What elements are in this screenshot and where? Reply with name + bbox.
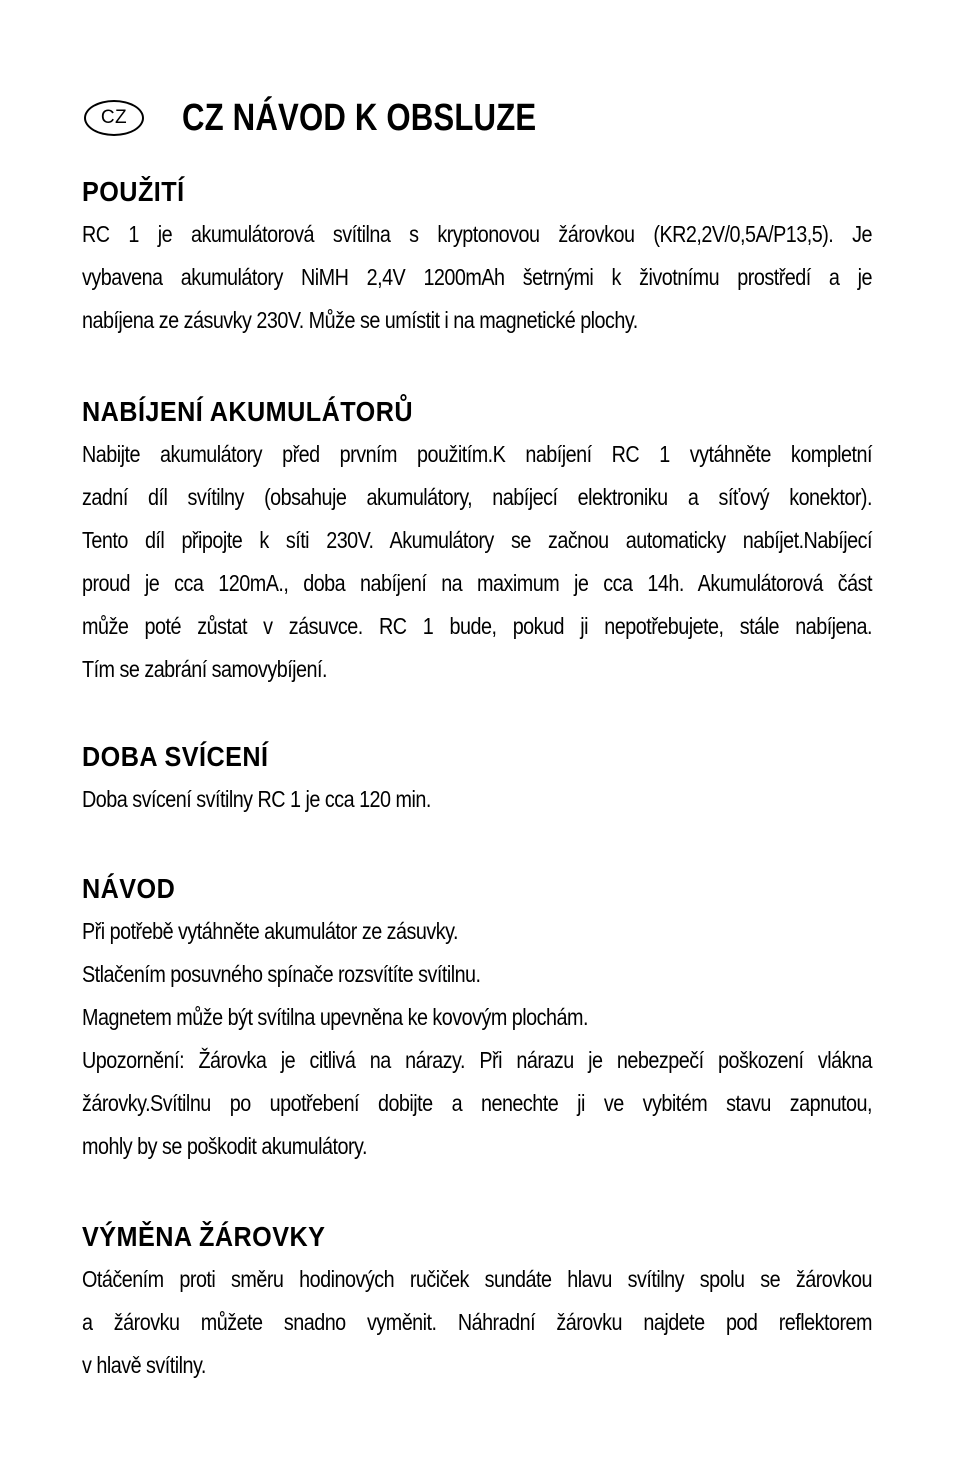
section-doba-sviceni [82, 740, 872, 821]
text-line: Otáčením proti směru hodinových ručiček sundáte hlavu svítilny spolu se žárovkou [82, 1266, 872, 1292]
text-line: v hlavě svítilny. [82, 1352, 206, 1378]
text-line: Tento díl připojte k síti 230V. Akumulátory se začnou automaticky nabíjet.Nabíjecí [82, 527, 872, 553]
text-line: Při potřebě vytáhněte akumulátor ze zásuvky. [82, 918, 459, 944]
section-navod [82, 872, 872, 1168]
section-body [82, 213, 872, 342]
section-pouziti [82, 175, 872, 342]
section-heading: NABÍJENÍ AKUMULÁTORŮ [82, 396, 414, 427]
language-badge: CZ [84, 100, 144, 136]
section-body [82, 910, 872, 1168]
text-line: může poté zůstat v zásuvce. RC 1 bude, pokud ji nepotřebujete, stále nabíjena. [82, 613, 872, 639]
section-heading: NÁVOD [82, 873, 176, 904]
text-line: mohly by se poškodit akumulátory. [82, 1133, 367, 1159]
text-line: nabíjena ze zásuvky 230V. Může se umístit i na magnetické plochy. [82, 307, 638, 333]
section-body [82, 433, 872, 691]
section-heading: POUŽITÍ [82, 176, 185, 207]
section-body [82, 778, 872, 821]
text-line: žárovky.Svítilnu po upotřebení dobijte a nenechte ji ve vybitém stavu zapnutou, [82, 1090, 872, 1116]
page-title: CZ NÁVOD K OBSLUZE [182, 96, 537, 139]
text-line: zadní díl svítilny (obsahuje akumulátory, nabíjecí elektroniku a síťový konektor). [82, 484, 872, 510]
text-line: vybavena akumulátory NiMH 2,4V 1200mAh šetrnými k životnímu prostředí a je [82, 264, 872, 290]
text-line: a žárovku můžete snadno vyměnit. Náhradní žárovku najdete pod reflektorem [82, 1309, 872, 1335]
section-heading: VÝMĚNA ŽÁROVKY [82, 1221, 326, 1252]
text-line: Stlačením posuvného spínače rozsvítíte svítilnu. [82, 961, 481, 987]
section-vymena-zarovky [82, 1220, 872, 1387]
section-nabijeni [82, 395, 872, 691]
page-header [84, 88, 614, 148]
text-line: Tím se zabrání samovybíjení. [82, 656, 327, 682]
text-line: Doba svícení svítilny RC 1 je cca 120 min. [82, 786, 431, 812]
text-line: Upozornění: Žárovka je citlivá na nárazy. Při nárazu je nebezpečí poškození vlákna [82, 1047, 872, 1073]
text-line: Nabijte akumulátory před prvním použitím.K nabíjení RC 1 vytáhněte kompletní [82, 441, 872, 467]
section-heading: DOBA SVÍCENÍ [82, 741, 269, 772]
section-body [82, 1258, 872, 1387]
text-line: Magnetem může být svítilna upevněna ke kovovým plochám. [82, 1004, 588, 1030]
text-line: proud je cca 120mA., doba nabíjení na maximum je cca 14h. Akumulátorová část [82, 570, 872, 596]
text-line: RC 1 je akumulátorová svítilna s kryptonovou žárovkou (KR2,2V/0,5A/P13,5). Je [82, 221, 872, 247]
